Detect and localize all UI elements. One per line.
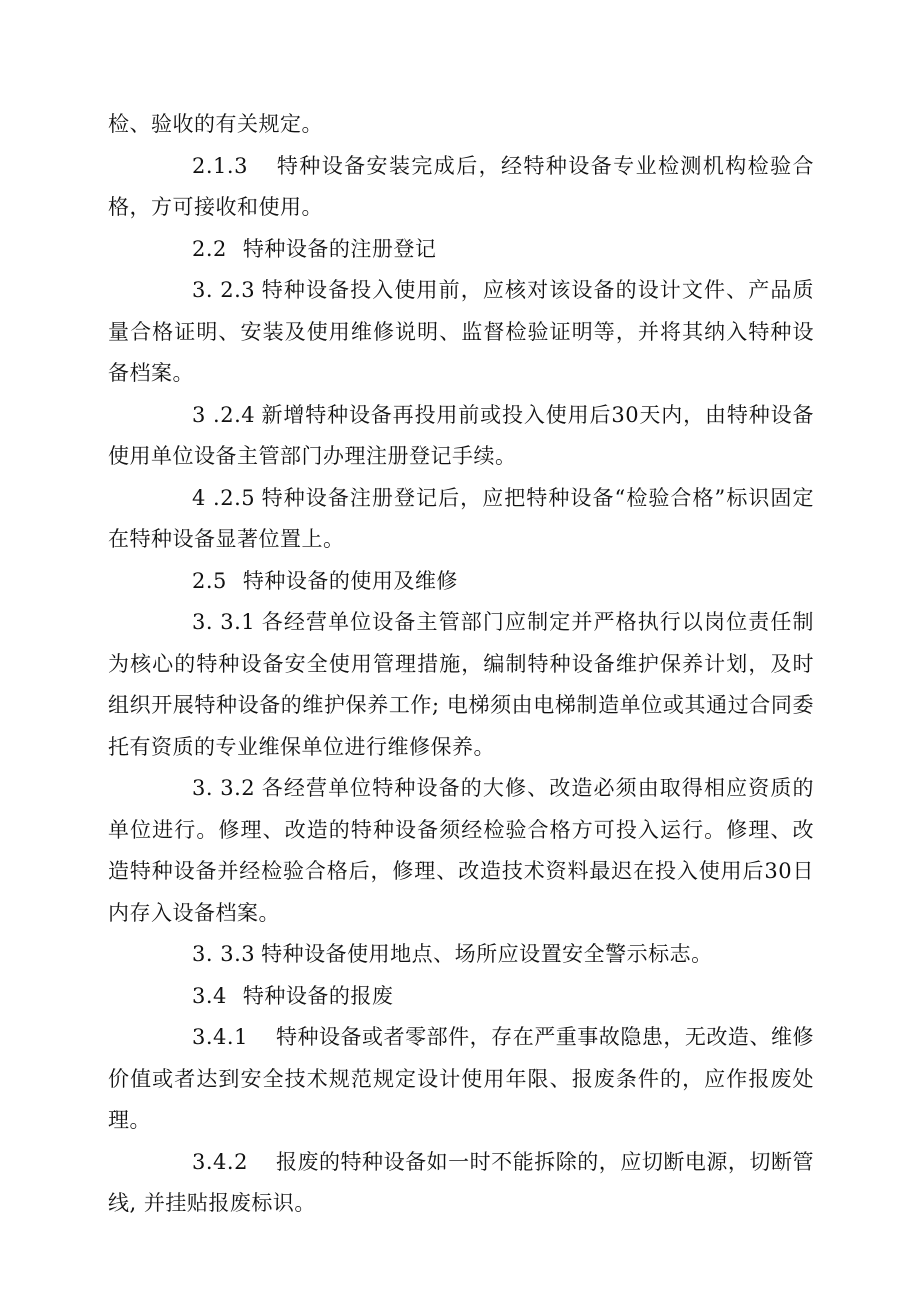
paragraph-text: 特种设备或者零部件，存在严重事故隐患，无改造、维修价值或者达到安全技术规范规定设计使用年限、报废条件的，应作报废处理。 <box>108 1025 814 1132</box>
section-number: 3. 3.2 <box>192 776 256 800</box>
section-number: 3.4.2 <box>192 1149 248 1174</box>
paragraph-text: 特种设备投入使用前，应核对该设备的设计文件、产品质量合格证明、安装及使用维修说明、监督检验证明等，并将其纳入特种设备档案。 <box>108 278 814 385</box>
heading-text: 特种设备的报废 <box>242 983 394 1008</box>
section-heading <box>108 229 814 271</box>
heading-text: 特种设备的注册登记 <box>242 236 437 261</box>
section-number: 3. 3.1 <box>192 610 256 634</box>
paragraph-text: 检、验收的有关规定。 <box>108 112 323 136</box>
paragraph <box>108 768 814 934</box>
paragraph-text: 新增特种设备再投用前或投入使用后30天内，由特种设备使用单位设备主管部门办理注册登记手续。 <box>108 402 814 468</box>
section-number: 2.1.3 <box>192 153 248 178</box>
paragraph <box>108 146 814 229</box>
paragraph-text: 报废的特种设备如一时不能拆除的，应切断电源，切断管线, 并挂贴报废标识。 <box>108 1149 814 1215</box>
paragraph <box>108 395 814 478</box>
paragraph-text: 特种设备使用地点、场所应设置安全警示标志。 <box>261 942 713 966</box>
section-heading <box>108 561 814 603</box>
section-number: 3. 2.3 <box>192 278 256 302</box>
paragraph <box>108 1017 814 1142</box>
section-number: 3.4.1 <box>192 1025 248 1049</box>
section-number: 2.5 <box>192 568 227 593</box>
paragraph-text: 特种设备注册登记后，应把特种设备“检验合格”标识固定在特种设备显著位置上。 <box>108 485 814 551</box>
paragraph-text: 各经营单位设备主管部门应制定并严格执行以岗位责任制为核心的特种设备安全使用管理措施，编制特种设备维护保养计划，及时组织开展特种设备的维护保养工作; 电梯须由电梯制造单位或其通过合同委托有资质的专业维保单位进行维修保养。 <box>108 610 814 759</box>
section-number: 3.4 <box>192 983 227 1008</box>
paragraph <box>108 934 814 976</box>
section-number: 3 .2.4 <box>192 402 256 427</box>
paragraph <box>108 270 814 395</box>
paragraph <box>108 602 814 768</box>
section-number: 3. 3.3 <box>192 942 256 966</box>
section-number: 2.2 <box>192 236 227 261</box>
paragraph <box>108 104 814 146</box>
paragraph-text: 各经营单位特种设备的大修、改造必须由取得相应资质的单位进行。修理、改造的特种设备须经检验合格方可投入运行。修理、改造特种设备并经检验合格后，修理、改造技术资料最迟在投入使用后30日内存入设备档案。 <box>108 776 814 925</box>
heading-text: 特种设备的使用及维修 <box>242 568 458 593</box>
paragraph <box>108 478 814 561</box>
section-number: 4 .2.5 <box>192 485 256 510</box>
paragraph <box>108 1142 814 1225</box>
document-body <box>108 104 814 1225</box>
paragraph-text: 特种设备安装完成后，经特种设备专业检测机构检验合格，方可接收和使用。 <box>108 153 814 219</box>
section-heading <box>108 976 814 1018</box>
